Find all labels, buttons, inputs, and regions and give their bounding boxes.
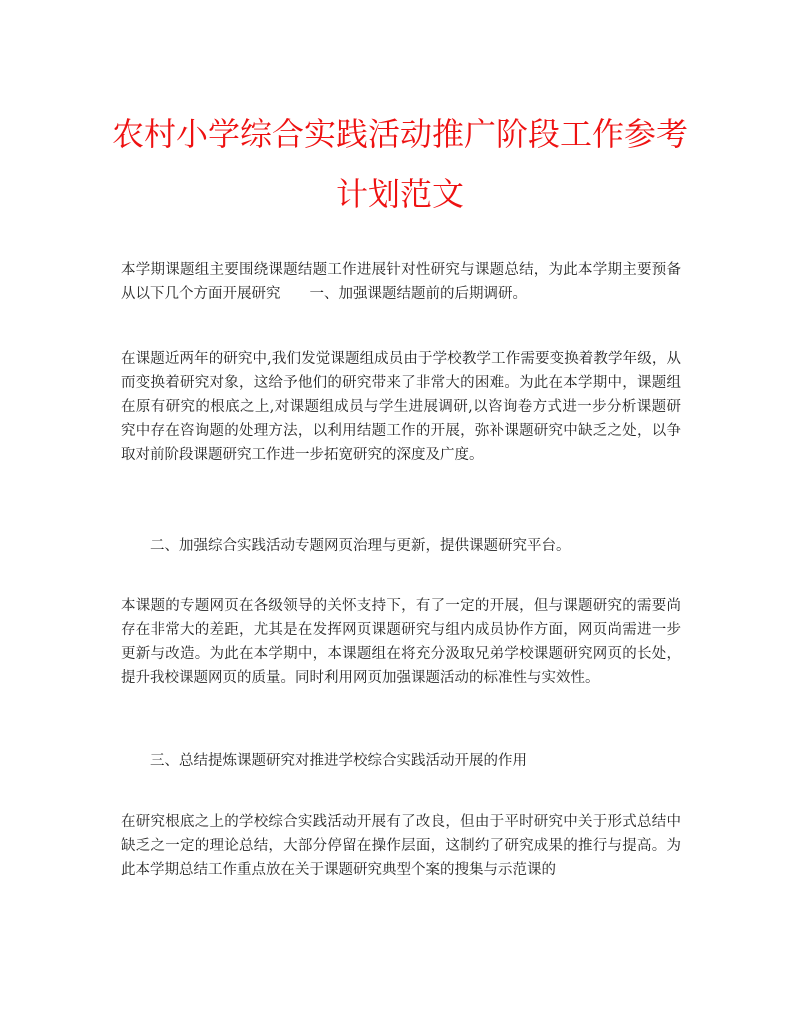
heading-section-2: 二、加强综合实践活动专题网页治理与更新，提供课题研究平台。 xyxy=(150,538,571,554)
paragraph-intro: 本学期课题组主要围绕课题结题工作进展针对性研究与课题总结，为此本学期主要预备从以下几个方面开展研究 一、加强课题结题前的后期调研。 xyxy=(121,262,681,302)
document-title-line-1: 农村小学综合实践活动推广阶段工作参考 xyxy=(111,115,688,153)
document-title-line-2: 计划范文 xyxy=(335,175,464,213)
paragraph-research-survey: 在课题近两年的研究中,我们发觉课题组成员由于学校教学工作需要变换着教学年级，从而变换着研究对象，这给予他们的研究带来了非常大的困难。为此在本学期中，课题组在原有研究的根底之上,对课题组成员与学生进展调研,以咨询卷方式进一步分析课题研究中存在咨询题的处理方法，以利用结题工作的开展，弥补课题研究中缺乏之处，以争取对前阶段课题研究工作进一步拓宽研究的深度及广度。 xyxy=(121,351,681,463)
paragraph-webpage: 本课题的专题网页在各级领导的关怀支持下，有了一定的开展，但与课题研究的需要尚存在非常大的差距，尤其是在发挥网页课题研究与组内成员协作方面，网页尚需进一步更新与改造。为此在本学期中，本课题组在将充分汲取兄弟学校课题研究网页的长处，提升我校课题网页的质量。同时利用网页加强课题活动的标准性与实效性。 xyxy=(121,598,681,686)
heading-section-3: 三、总结提炼课题研究对推进学校综合实践活动开展的作用 xyxy=(150,753,527,769)
paragraph-summary: 在研究根底之上的学校综合实践活动开展有了改良，但由于平时研究中关于形式总结中缺乏之一定的理论总结，大部分停留在操作层面，这制约了研究成果的推行与提高。为此本学期总结工作重点放在关于课题研究典型个案的搜集与示范课的 xyxy=(121,814,681,878)
